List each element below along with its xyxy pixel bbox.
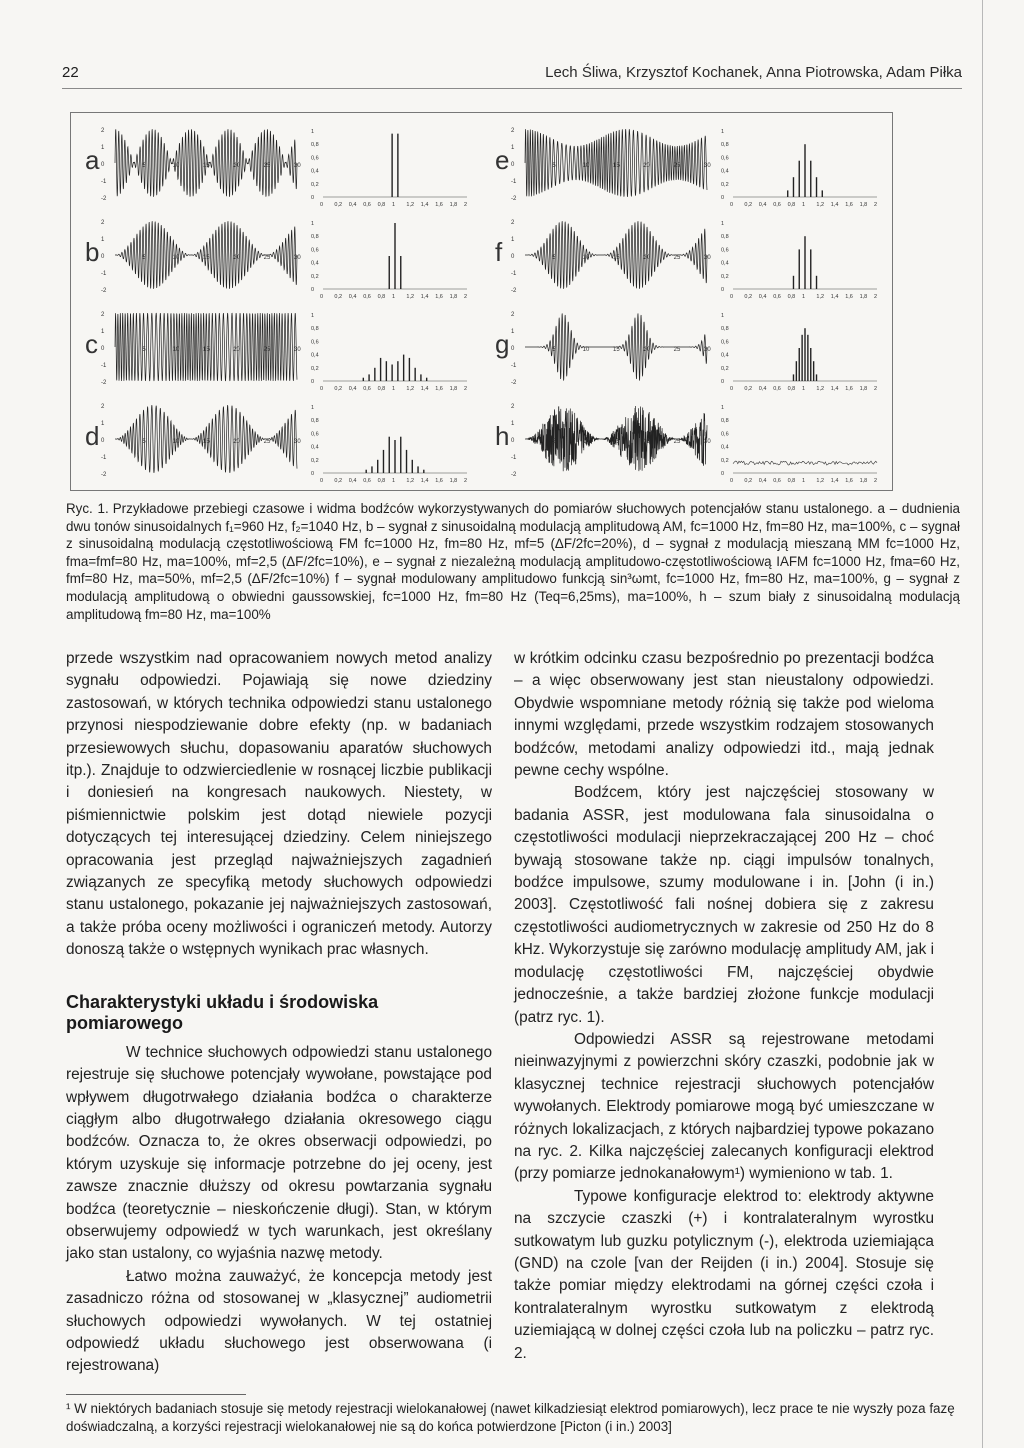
spectrum-xtick-label: 0	[320, 478, 324, 484]
wave-ytick-label: 1	[101, 145, 105, 151]
time-tick-label: 20	[643, 163, 651, 169]
spectrum-ytick-label: 0,4	[721, 168, 729, 175]
spectrum-xtick-label: 2	[874, 202, 878, 208]
time-tick-label: 15	[613, 347, 620, 353]
spectrum-ytick-label: 0,8	[311, 418, 319, 425]
spectrum-xtick-label: 1,2	[406, 294, 415, 300]
time-tick-label: 15	[613, 439, 620, 445]
time-tick-label: 20	[643, 347, 651, 353]
time-tick-label: 5	[552, 255, 556, 261]
spectrum-xtick-label: 1,6	[845, 386, 853, 392]
spectrum-ytick-label: 0,6	[721, 431, 729, 438]
time-tick-label: 15	[203, 347, 210, 353]
caption-text: Przykładowe przebiegi czasowe i widma bodźców wykorzystywanych do pomiarów słuchowych potencjałów stanu ustalonego. a – dudnienia dwu tonów sinusoidalnych f₁=960 Hz, f₂=1040 Hz, b – sygnał z sinusoidalną modulacją amplitudową AM, fc=1000 Hz, fm=80 Hz, ma=100%, c – sygnał z sinusoidalną modulacją częstotliwościową FM fc=1000 Hz, fm=80 Hz, mf=5 (ΔF/2fc=20%), d – sygnał z modulacją mieszaną MM fc=1000 Hz, fma=fmf=80 Hz, ma=100%, mf=2,5 (ΔF/2fc=10%), e – sygnał z niezależną modulacją amplitudowo-częstotliwościową IAFM fc=1000 Hz, fma=60 Hz, fmf=80 Hz, ma=50%, mf=2,5 (ΔF/2fc=10%) f – sygnał modulowany amplitudowo funkcją sin³ωmt, fc=1000 Hz, fm=80 Hz, ma=100%, g – sygnał z modulacją amplitudową o obwiedni gaussowskiej, fc=1000 Hz, fm=80 Hz (Teq=6,25ms), ma=100%, h – szum biały z sinusoidalną modulacją amplitudową fm=80 Hz, ma=100%	[66, 501, 960, 622]
wave-ytick-label: -2	[101, 380, 107, 386]
spectrum-ytick-label: 0	[721, 287, 725, 293]
spectrum-ytick-label: 0,2	[721, 457, 729, 464]
wave-ytick-label: 2	[511, 220, 515, 226]
spectrum-ytick-label: 0	[721, 195, 725, 201]
spectrum-xtick-label: 0	[320, 386, 324, 392]
spectrum-xtick-label: 0,4	[758, 478, 767, 484]
header-rule	[62, 88, 962, 89]
spectrum-xtick-label: 1,2	[816, 294, 825, 300]
time-tick-label: 30	[294, 163, 301, 169]
wave-ytick-label: -1	[101, 271, 107, 277]
wave-ytick-label: 1	[101, 329, 105, 335]
spectrum-ytick-label: 0,2	[721, 181, 729, 188]
left-paragraph-2: W technice słuchowych odpowiedzi stanu ustalonego rejestruje się słuchowe potencjały wywołane, powstające pod wpływem długotrwałego działania bodźca o charakterze ciągłym albo długotrwałego działania okresowego ciągu bodźców. Oznacza to, że okres obserwacji odpowiedzi, po którym uzyskuje się informacje potrzebne do jej oceny, jest zawsze znacznie dłuższy od okresu powtarzania sygnału bodźca (teoretycznie – nieskończenie długi). Stan, w którym obserwujemy odpowiedź w tych warunkach, jest określany jako stan ustalony, co wyjaśnia nazwę metody.	[66, 1043, 492, 1263]
time-tick-label: 5	[142, 439, 146, 445]
wave-ytick-label: 1	[511, 329, 515, 335]
time-tick-label: 25	[263, 255, 271, 261]
spectrum-xtick-label: 1	[802, 386, 806, 392]
spectrum-ytick-label: 1	[721, 313, 725, 319]
spectrum-ytick-label: 0,2	[311, 365, 319, 372]
spectrum-ytick-label: 0	[311, 471, 315, 477]
wave-ytick-label: -1	[511, 179, 517, 185]
right-paragraph-3: Odpowiedzi ASSR są rejestrowane metodami nieinwazyjnymi z powierzchni skóry czaszki, podobnie jak w klasycznej technice rejestracji słuchowych potencjałów wywołanych. Elektrody pomiarowe mogą być umieszczane w różnych lokalizacjach, z których najbardziej typowe pokazano na ryc. 2. Kilka najczęściej zalecanych konfiguracji elektrod (przy pomiarze jednokanałowym¹) wymieniono w tab. 1.	[514, 1030, 934, 1183]
spectrum-ytick-label: 0	[311, 195, 315, 201]
spectrum-ytick-label: 0,4	[721, 260, 729, 267]
spectrum-ytick-label: 0,6	[311, 431, 319, 438]
spectrum-xtick-label: 2	[874, 478, 878, 484]
spectrum-xtick-label: 1,2	[816, 202, 825, 208]
footnote-rule	[66, 1394, 246, 1395]
right-paragraph-2: Bodźcem, który jest najczęściej stosowany w badania ASSR, jest modulowana fala sinusoidalna o częstotliwości modulacji nieprzekraczającej 200 Hz – choć bywają stosowane także np. ciągi impulsów tonalnych, bodźce impulsowe, szumy modulowane i in. [John (i in.) 2003]. Częstotliwość fali nośnej dobiera się z zakresu częstotliwości audiometrycznych w zakresie od 250 Hz do 8 kHz. Wykorzystuje się zarówno modulację amplitudy AM, jak i modulację częstotliwości FM, najczęściej obydwie jednocześnie, a także bardziej złożone funkcje modulacji (patrz ryc. 1).	[514, 784, 934, 1026]
spectrum-xtick-label: 0,6	[773, 386, 781, 392]
time-tick-label: 20	[233, 347, 241, 353]
time-tick-label: 10	[172, 163, 180, 169]
spectrum-xtick-label: 1,4	[830, 478, 839, 484]
time-tick-label: 10	[172, 439, 180, 445]
spectrum-xtick-label: 1,6	[845, 202, 853, 208]
spectrum-xtick-label: 0,2	[334, 478, 343, 484]
time-tick-label: 20	[643, 439, 651, 445]
panel-d-letter: d	[85, 421, 100, 451]
spectrum-xtick-label: 0,8	[377, 202, 386, 208]
spectrum-ytick-label: 0,8	[311, 234, 319, 241]
spectrum-xtick-label: 1,6	[435, 202, 443, 208]
time-tick-label: 20	[233, 163, 241, 169]
spectrum-ytick-label: 0,8	[311, 142, 319, 149]
wave-ytick-label: -1	[101, 179, 107, 185]
spectrum-ytick-label: 0,2	[721, 365, 729, 372]
spectrum-xtick-label: 2	[464, 386, 468, 392]
spectrum-xtick-label: 1,4	[420, 386, 429, 392]
spectrum-xtick-label: 1	[392, 202, 396, 208]
spectrum-xtick-label: 1,2	[816, 386, 825, 392]
spectrum-xtick-label: 0,6	[773, 478, 781, 484]
spectrum-xtick-label: 1,2	[406, 202, 415, 208]
spectrum-xtick-label: 1,8	[449, 202, 458, 208]
time-tick-label: 15	[613, 163, 620, 169]
left-paragraph-1: przede wszystkim nad opracowaniem nowych metod analizy sygnału odpowiedzi. Pojawiają się nowe dziedziny zastosowań, w których technika odpowiedzi stanu ustalonego przynosi niespodziewanie dobre efekty (np. w badaniach przesiewowych słuchu, dopasowaniu aparatów słuchowych itp.). Znajduje to odzwierciedlenie w rosnącej liczbie publikacji i doniesień na kongresach naukowych. Niestety, w piśmiennictwie polskim jest dotąd niewiele pozycji dotyczących tej interesującej dziedziny. Celem niniejszego opracowania jest przegląd najważniejszych zagadnień związanych ze specyfiką metody słuchowych odpowiedzi stanu ustalonego, pokazanie jej najważniejszych zastosowań, a także próba oceny możliwości i ograniczeń metody. Autorzy donoszą także o wstępnych wynikach prac własnych.	[66, 650, 492, 959]
spectrum-xtick-label: 0,2	[744, 478, 753, 484]
spectrum-xtick-label: 1,8	[859, 202, 868, 208]
footnote: ¹ W niektórych badaniach stosuje się metody rejestracji wielokanałowej (nawet kilkadziesiąt elektrod pomiarowych), lecz prace te nie wyszły poza fazę doświadczalną, a korzyści rejestracji wielokanałowej nie są do końca potwierdzone [Picton (i in.) 2003]	[66, 1401, 955, 1434]
panel-e	[485, 117, 885, 209]
spectrum-ytick-label: 1	[721, 405, 725, 411]
spectrum-xtick-label: 0,8	[787, 478, 796, 484]
wave-ytick-label: -1	[511, 271, 517, 277]
spectrum-xtick-label: 1,6	[845, 294, 853, 300]
time-tick-label: 5	[552, 439, 556, 445]
time-tick-label: 10	[172, 347, 180, 353]
spectrum-xtick-label: 1,6	[435, 478, 443, 484]
spectrum-xtick-label: 0	[730, 386, 734, 392]
wave-ytick-label: 1	[511, 421, 515, 427]
time-tick-label: 30	[704, 439, 711, 445]
spectrum-xtick-label: 1,8	[859, 386, 868, 392]
spectrum-xtick-label: 1,2	[406, 478, 415, 484]
time-tick-label: 25	[263, 163, 271, 169]
time-tick-label: 5	[142, 255, 146, 261]
spectrum-xtick-label: 1,4	[420, 478, 429, 484]
spectrum-xtick-label: 1,8	[449, 478, 458, 484]
spectrum-xtick-label: 0,8	[377, 294, 386, 300]
spectrum-xtick-label: 1,8	[859, 478, 868, 484]
right-paragraph-4: Typowe konfiguracje elektrod to: elektrody aktywne na szczycie czaszki (+) i kontralateralnym wyrostku sutkowatym lub guzku potylicznym (-), elektroda uziemiająca (GND) na czole [van der Reijden (i in.) 2004]. Stosuje się także pomiar między elektrodami na górnej części czoła i kontralateralnym wyrostku sutkowatym z elektrodą uziemiającą w dolnej części czoła lub na policzku – patrz ryc. 2.	[514, 1187, 934, 1362]
time-tick-label: 30	[294, 439, 301, 445]
spectrum-xtick-label: 0,2	[744, 202, 753, 208]
spectrum-xtick-label: 0,8	[377, 386, 386, 392]
right-paragraph-1: w krótkim odcinku czasu bezpośrednio po prezentacji bodźca – a więc obserwowany jest stan nieustalony odpowiedzi. Obydwie wspomniane metody różnią się także pod wieloma innymi względami, przede wszystkim rodzajem stosowanych bodźców, metodami analizy odpowiedzi itd., mają jednak pewne cechy wspólne.	[514, 650, 934, 780]
time-tick-label: 15	[203, 439, 210, 445]
wave-ytick-label: -2	[101, 288, 107, 294]
spectrum-xtick-label: 2	[464, 294, 468, 300]
spectrum-xtick-label: 0,2	[334, 386, 343, 392]
time-tick-label: 10	[172, 255, 180, 261]
spectrum-ytick-label: 1	[311, 405, 315, 411]
spectrum-xtick-label: 1,4	[420, 294, 429, 300]
time-tick-label: 15	[613, 255, 620, 261]
wave-ytick-label: -2	[511, 288, 517, 294]
left-column	[66, 648, 492, 1378]
figure-caption	[66, 500, 960, 623]
wave-ytick-label: 2	[511, 404, 515, 410]
wave-ytick-label: 0	[101, 438, 105, 444]
spectrum-xtick-label: 2	[464, 478, 468, 484]
spectrum-ytick-label: 1	[721, 129, 725, 135]
spectrum-xtick-label: 0,6	[773, 294, 781, 300]
spectrum-ytick-label: 0,2	[311, 457, 319, 464]
spectrum-xtick-label: 1	[802, 202, 806, 208]
spectrum-ytick-label: 1	[311, 313, 315, 319]
section-heading: Charakterystyki układu i środowiska pomiarowego	[66, 991, 379, 1033]
spectrum-xtick-label: 0,4	[348, 294, 357, 300]
panel-d	[75, 393, 475, 485]
spectrum-ytick-label: 0,8	[721, 142, 729, 149]
time-tick-label: 20	[233, 255, 241, 261]
spectrum-ytick-label: 1	[311, 221, 315, 227]
spectrum-ytick-label: 0,2	[311, 273, 319, 280]
wave-ytick-label: -1	[101, 363, 107, 369]
panel-g-letter: g	[495, 329, 510, 359]
wave-ytick-label: 2	[511, 128, 515, 134]
time-tick-label: 30	[704, 347, 711, 353]
spectrum-xtick-label: 1,2	[816, 478, 825, 484]
spectrum-xtick-label: 1,4	[830, 202, 839, 208]
spectrum-ytick-label: 0,6	[311, 247, 319, 254]
spectrum-ytick-label: 0,2	[721, 273, 729, 280]
spectrum-ytick-label: 0,2	[311, 181, 319, 188]
spectrum-xtick-label: 1	[802, 478, 806, 484]
wave-ytick-label: -2	[511, 196, 517, 202]
time-tick-label: 5	[552, 163, 556, 169]
time-tick-label: 20	[643, 255, 651, 261]
panel-c-letter: c	[85, 329, 98, 359]
spectrum-ytick-label: 0,4	[721, 352, 729, 359]
spectrum-xtick-label: 1,6	[845, 478, 853, 484]
panel-b	[75, 209, 475, 301]
page-number: 22	[62, 64, 79, 81]
wave-ytick-label: -2	[511, 380, 517, 386]
time-tick-label: 30	[704, 255, 711, 261]
spectrum-ytick-label: 0,4	[311, 260, 319, 267]
wave-ytick-label: 0	[511, 438, 515, 444]
wave-ytick-label: -1	[101, 455, 107, 461]
wave-ytick-label: 1	[101, 237, 105, 243]
panel-c	[75, 301, 475, 393]
spectrum-ytick-label: 0,8	[721, 234, 729, 241]
wave-ytick-label: -2	[101, 472, 107, 478]
spectrum-ytick-label: 1	[311, 129, 315, 135]
spectrum-ytick-label: 0	[721, 379, 725, 385]
spectrum-xtick-label: 2	[464, 202, 468, 208]
time-tick-label: 30	[294, 255, 301, 261]
spectrum-xtick-label: 0,6	[773, 202, 781, 208]
spectrum-xtick-label: 0,2	[334, 202, 343, 208]
spectrum-xtick-label: 0,8	[787, 386, 796, 392]
panel-a-letter: a	[85, 145, 100, 175]
time-tick-label: 20	[233, 439, 241, 445]
time-tick-label: 25	[673, 255, 681, 261]
panel-b-letter: b	[85, 237, 100, 267]
wave-ytick-label: 2	[101, 128, 105, 134]
spectrum-xtick-label: 0,8	[787, 202, 796, 208]
spectrum-xtick-label: 1,8	[449, 294, 458, 300]
spectrum-xtick-label: 0,8	[787, 294, 796, 300]
panel-h	[485, 393, 885, 485]
spectrum-xtick-label: 0	[320, 294, 324, 300]
spectrum-ytick-label: 0	[311, 379, 315, 385]
spectrum-xtick-label: 1	[392, 386, 396, 392]
spectrum-xtick-label: 0,2	[744, 294, 753, 300]
time-tick-label: 10	[582, 255, 590, 261]
time-tick-label: 25	[673, 439, 681, 445]
wave-ytick-label: -2	[511, 472, 517, 478]
spectrum-xtick-label: 0,2	[744, 386, 753, 392]
spectrum-ytick-label: 0,8	[311, 326, 319, 333]
wave-ytick-label: 0	[511, 346, 515, 352]
time-tick-label: 5	[142, 163, 146, 169]
wave-ytick-label: 1	[101, 421, 105, 427]
page-edge-line	[982, 0, 983, 1448]
wave-ytick-label: -2	[101, 196, 107, 202]
wave-ytick-label: 2	[101, 312, 105, 318]
spectrum-xtick-label: 1,6	[435, 294, 443, 300]
spectrum-xtick-label: 0,8	[377, 478, 386, 484]
time-tick-label: 5	[552, 347, 556, 353]
spectrum-ytick-label: 0,6	[721, 155, 729, 162]
time-tick-label: 5	[142, 347, 146, 353]
time-tick-label: 10	[582, 439, 590, 445]
time-tick-label: 30	[294, 347, 301, 353]
figure-1	[70, 112, 893, 491]
time-tick-label: 10	[582, 163, 590, 169]
spectrum-xtick-label: 0	[730, 478, 734, 484]
panel-f-letter: f	[495, 237, 503, 267]
spectrum-xtick-label: 0,6	[363, 386, 371, 392]
spectrum-xtick-label: 0,6	[363, 202, 371, 208]
spectrum-ytick-label: 0,6	[721, 247, 729, 254]
wave-ytick-label: 1	[511, 237, 515, 243]
spectrum-ytick-label: 0,4	[311, 168, 319, 175]
panel-c-plot	[75, 301, 475, 393]
panel-h-plot	[485, 393, 885, 485]
running-head: Lech Śliwa, Krzysztof Kochanek, Anna Piotrowska, Adam Piłka	[545, 64, 962, 81]
wave-ytick-label: -1	[511, 363, 517, 369]
wave-ytick-label: 0	[101, 254, 105, 260]
spectrum-xtick-label: 0,4	[758, 202, 767, 208]
spectrum-xtick-label: 0,4	[758, 294, 767, 300]
wave-ytick-label: -1	[511, 455, 517, 461]
spectrum-ytick-label: 0,8	[721, 418, 729, 425]
wave-ytick-label: 1	[511, 145, 515, 151]
time-tick-label: 10	[582, 347, 590, 353]
right-column	[514, 648, 934, 1365]
left-paragraph-3: Łatwo można zauważyć, że koncepcja metody jest zasadniczo różna od stosowanej w „klasycznej” audiometrii słuchowych odpowiedzi wywołanych. W tej ostatniej odpowiedź układu słuchowego jest obserwowana (i rejestrowana)	[66, 1267, 492, 1375]
panel-h-letter: h	[495, 421, 510, 451]
spectrum-ytick-label: 0,6	[721, 339, 729, 346]
time-tick-label: 15	[203, 255, 210, 261]
noise-spectrum-trace	[733, 461, 877, 465]
spectrum-xtick-label: 0,6	[363, 294, 371, 300]
spectrum-xtick-label: 0,4	[348, 478, 357, 484]
spectrum-xtick-label: 1,4	[420, 202, 429, 208]
spectrum-xtick-label: 0	[320, 202, 324, 208]
caption-label: Ryc. 1.	[66, 501, 109, 516]
panel-b-plot	[75, 209, 475, 301]
spectrum-xtick-label: 0,6	[363, 478, 371, 484]
spectrum-xtick-label: 1,2	[406, 386, 415, 392]
spectrum-xtick-label: 0,4	[758, 386, 767, 392]
time-tick-label: 25	[673, 347, 681, 353]
wave-ytick-label: 2	[101, 404, 105, 410]
spectrum-ytick-label: 0,4	[721, 444, 729, 451]
time-tick-label: 30	[704, 163, 711, 169]
spectrum-xtick-label: 1,6	[435, 386, 443, 392]
spectrum-xtick-label: 2	[874, 386, 878, 392]
wave-ytick-label: 2	[101, 220, 105, 226]
spectrum-xtick-label: 0,4	[348, 202, 357, 208]
panel-d-plot	[75, 393, 475, 485]
wave-ytick-label: 0	[101, 346, 105, 352]
wave-ytick-label: 0	[511, 162, 515, 168]
panel-g-plot	[485, 301, 885, 393]
wave-ytick-label: 0	[101, 162, 105, 168]
time-tick-label: 25	[673, 163, 681, 169]
spectrum-xtick-label: 0	[730, 202, 734, 208]
wave-ytick-label: 2	[511, 312, 515, 318]
panel-a-plot	[75, 117, 475, 209]
spectrum-ytick-label: 0,8	[721, 326, 729, 333]
spectrum-xtick-label: 0,4	[348, 386, 357, 392]
panel-f-plot	[485, 209, 885, 301]
spectrum-ytick-label: 0,4	[311, 444, 319, 451]
spectrum-xtick-label: 0,2	[334, 294, 343, 300]
spectrum-xtick-label: 1	[392, 478, 396, 484]
spectrum-ytick-label: 0	[311, 287, 315, 293]
panel-g	[485, 301, 885, 393]
spectrum-xtick-label: 1,8	[449, 386, 458, 392]
time-tick-label: 25	[263, 347, 271, 353]
spectrum-ytick-label: 0,4	[311, 352, 319, 359]
panel-a	[75, 117, 475, 209]
spectrum-xtick-label: 1	[392, 294, 396, 300]
spectrum-xtick-label: 1,8	[859, 294, 868, 300]
spectrum-ytick-label: 0	[721, 471, 725, 477]
spectrum-xtick-label: 2	[874, 294, 878, 300]
panel-e-letter: e	[495, 145, 510, 175]
spectrum-ytick-label: 0,6	[311, 339, 319, 346]
spectrum-xtick-label: 1	[802, 294, 806, 300]
spectrum-ytick-label: 1	[721, 221, 725, 227]
spectrum-xtick-label: 0	[730, 294, 734, 300]
time-tick-label: 25	[263, 439, 271, 445]
panel-f	[485, 209, 885, 301]
spectrum-xtick-label: 1,4	[830, 294, 839, 300]
wave-ytick-label: 0	[511, 254, 515, 260]
spectrum-ytick-label: 0,6	[311, 155, 319, 162]
spectrum-xtick-label: 1,4	[830, 386, 839, 392]
panel-e-plot	[485, 117, 885, 209]
time-tick-label: 15	[203, 163, 210, 169]
